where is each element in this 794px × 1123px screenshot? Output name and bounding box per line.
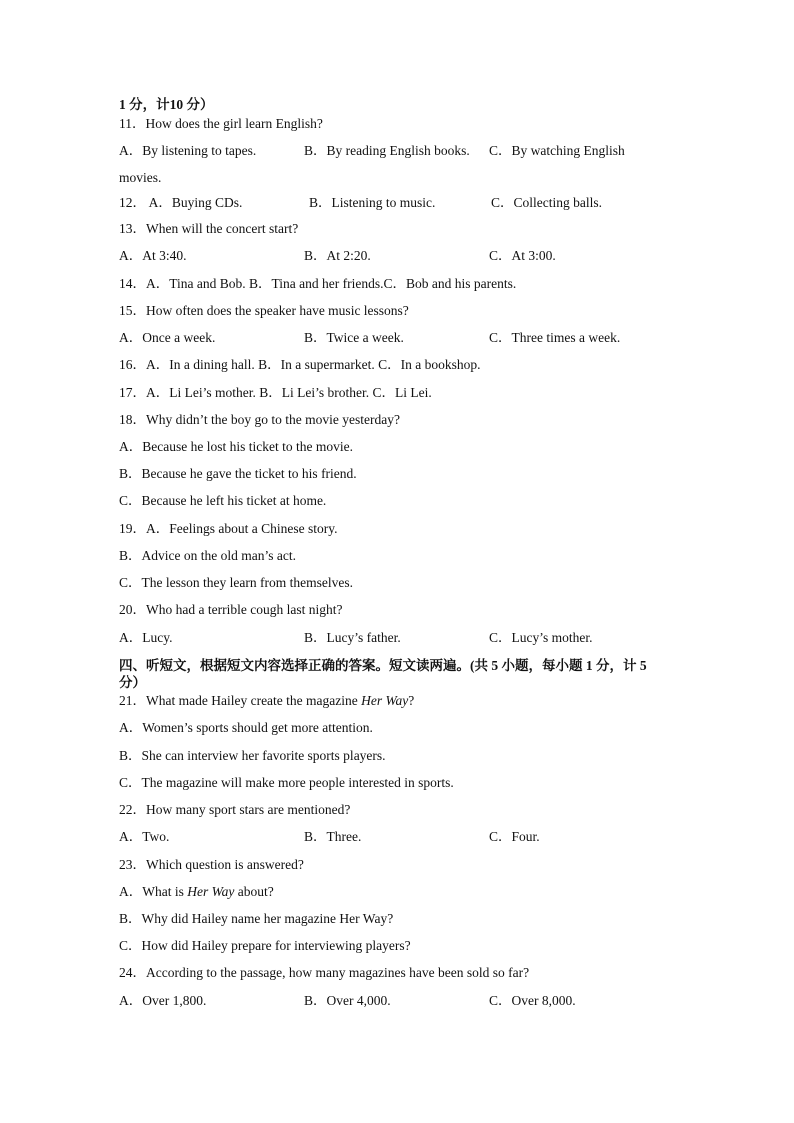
magazine-title: Her Way <box>187 884 235 899</box>
question-22-option-a: A．Two. <box>119 829 170 844</box>
question-21-option-b: B．She can interview her favorite sports players. <box>119 748 386 763</box>
question-12-option-a: 12． A．Buying CDs. <box>119 195 243 210</box>
question-11-option-a: A．By listening to tapes. <box>119 143 257 158</box>
magazine-title: Her Way <box>361 693 409 708</box>
question-21-stem <box>119 693 414 709</box>
question-19-option-b: B．Advice on the old man’s act. <box>119 548 296 563</box>
question-18-option-a: A．Because he lost his ticket to the movie. <box>119 439 353 454</box>
question-24-option-c: C．Over 8,000. <box>489 993 576 1008</box>
question-19-option-c: C．The lesson they learn from themselves. <box>119 575 353 590</box>
question-13-stem: 13．When will the concert start? <box>119 221 299 236</box>
question-11-option-c: C．By watching English <box>489 143 625 158</box>
section-4-heading-wrap: 分） <box>119 675 146 690</box>
section-tail: 1 分，计10 分） <box>119 97 214 112</box>
question-15-option-a: A．Once a week. <box>119 330 216 345</box>
question-24-stem: 24．According to the passage, how many magazines have been sold so far? <box>119 965 530 980</box>
question-18-stem: 18．Why didn’t the boy go to the movie yesterday? <box>119 412 400 427</box>
question-22-option-c: C．Four. <box>489 829 540 844</box>
question-15-option-c: C．Three times a week. <box>489 330 621 345</box>
question-23-option-b: B．Why did Hailey name her magazine Her Way? <box>119 911 394 926</box>
question-18-option-c: C．Because he left his ticket at home. <box>119 493 327 508</box>
question-11-option-c-wrap: movies. <box>119 170 162 185</box>
question-16-options: 16．A．In a dining hall. B．In a supermarket. C．In a bookshop. <box>119 357 481 372</box>
question-15-option-b: B．Twice a week. <box>304 330 404 345</box>
question-19-option-a: 19．A．Feelings about a Chinese story. <box>119 521 338 536</box>
question-20-option-c: C．Lucy’s mother. <box>489 630 593 645</box>
question-22-option-b: B．Three. <box>304 829 362 844</box>
question-17-options: 17．A．Li Lei’s mother. B．Li Lei’s brother. C．Li Lei. <box>119 385 432 400</box>
question-20-option-a: A．Lucy. <box>119 630 173 645</box>
section-4-heading: 四、听短文，根据短文内容选择正确的答案。短文读两遍。(共 5 小题，每小题 1 分，计 5 <box>119 658 647 673</box>
question-12-option-b: B．Listening to music. <box>309 195 436 210</box>
question-12-option-c: C．Collecting balls. <box>491 195 602 210</box>
question-23-stem: 23．Which question is answered? <box>119 857 304 872</box>
question-20-stem: 20．Who had a terrible cough last night? <box>119 602 343 617</box>
question-21-option-c: C．The magazine will make more people interested in sports. <box>119 775 454 790</box>
question-13-option-a: A．At 3:40. <box>119 248 187 263</box>
question-21-stem-text: 21．What made Hailey create the magazine <box>119 693 362 708</box>
question-24-option-a: A．Over 1,800. <box>119 993 207 1008</box>
question-18-option-b: B．Because he gave the ticket to his friend. <box>119 466 357 481</box>
question-15-stem: 15．How often does the speaker have music lessons? <box>119 303 409 318</box>
question-11-option-b: B．By reading English books. <box>304 143 470 158</box>
question-13-option-c: C．At 3:00. <box>489 248 556 263</box>
question-23-option-c: C．How did Hailey prepare for interviewing players? <box>119 938 411 953</box>
question-14-options: 14．A．Tina and Bob. B．Tina and her friends.C．Bob and his parents. <box>119 276 517 291</box>
question-23-option-a-text: A．What is <box>119 884 188 899</box>
question-22-stem: 22．How many sport stars are mentioned? <box>119 802 351 817</box>
question-24-option-b: B．Over 4,000. <box>304 993 391 1008</box>
question-23-option-a <box>119 884 274 900</box>
question-23-option-a-end: about? <box>234 884 274 899</box>
question-13-option-b: B．At 2:20. <box>304 248 371 263</box>
question-21-stem-end: ? <box>408 693 415 708</box>
question-11-stem: 11．How does the girl learn English? <box>119 116 323 131</box>
question-20-option-b: B．Lucy’s father. <box>304 630 401 645</box>
question-21-option-a: A．Women’s sports should get more attention. <box>119 720 373 735</box>
